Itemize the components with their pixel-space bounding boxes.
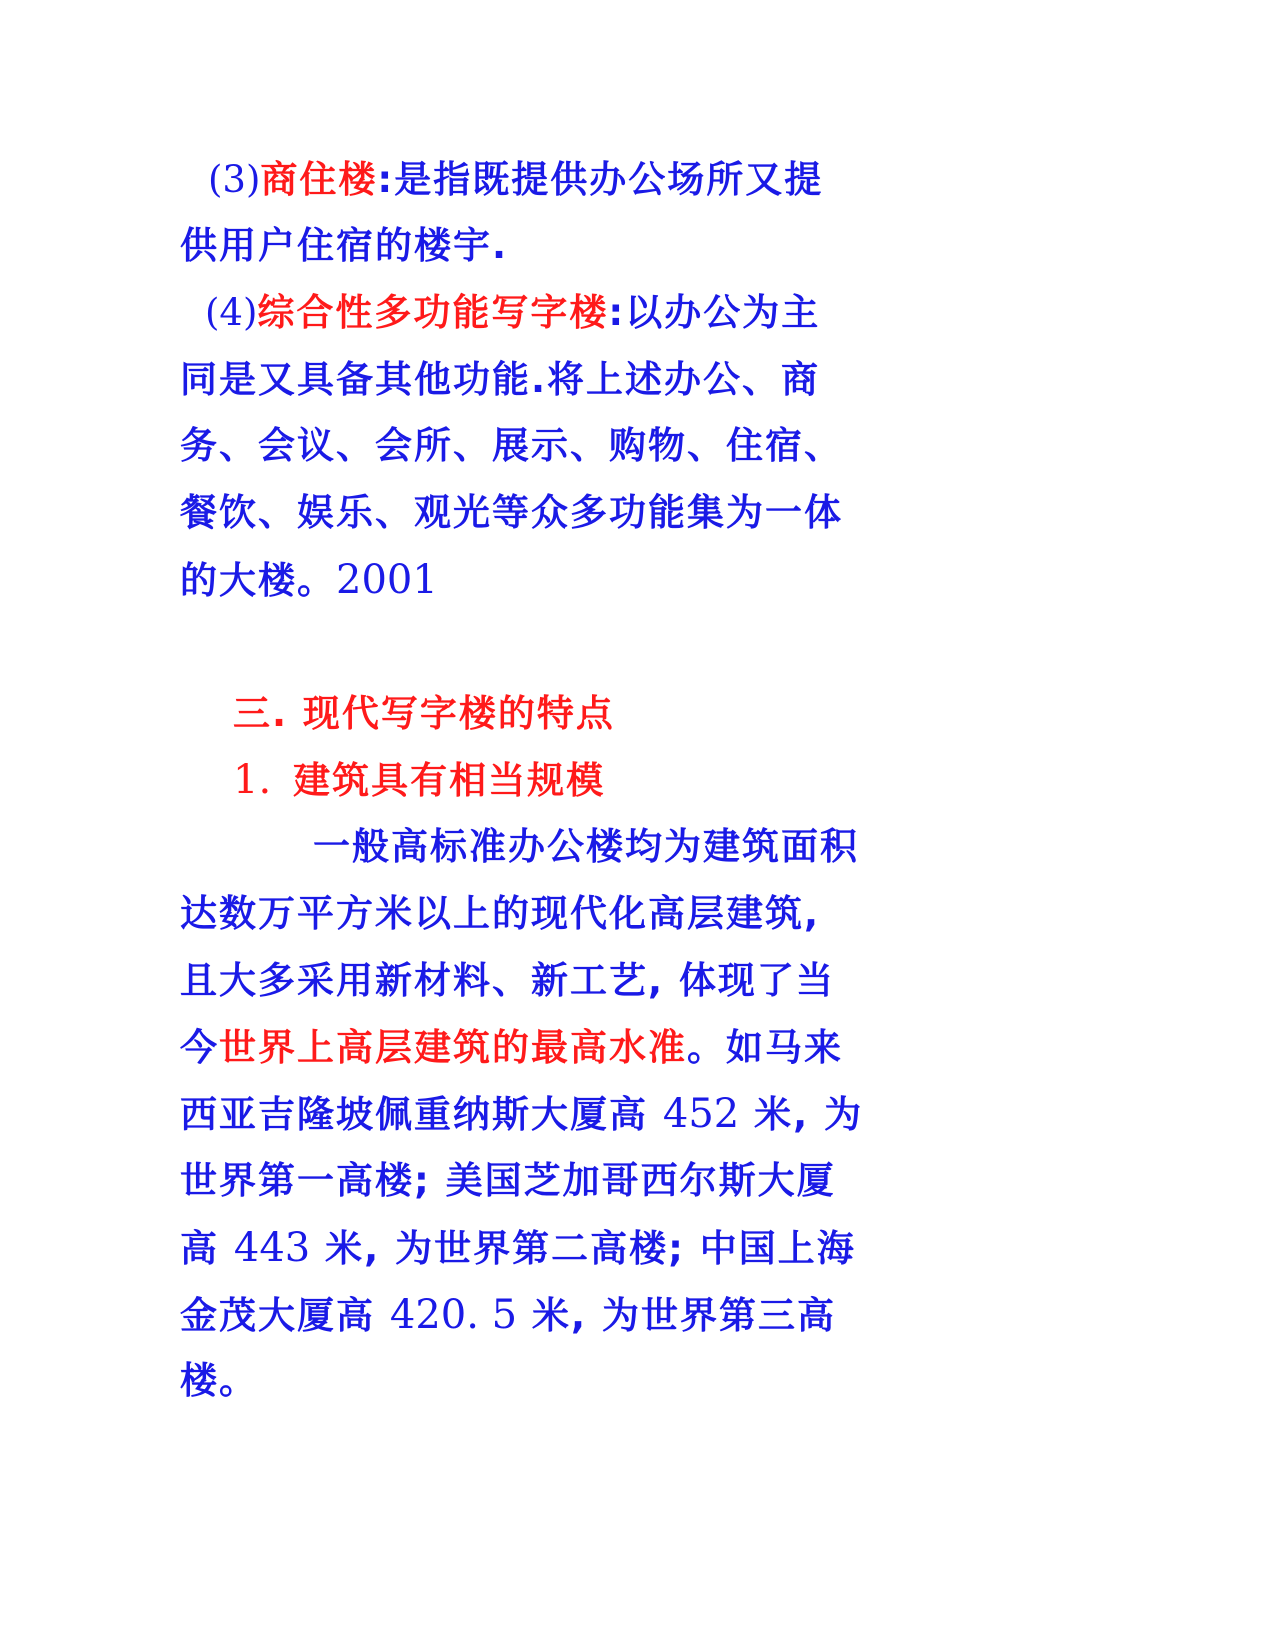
para3-line1 — [208, 150, 1108, 210]
body-line6: 世界第一高楼; 美国芝加哥西尔斯大厦 — [180, 1159, 836, 1202]
body-line8-pre: 金茂大厦高 — [180, 1294, 390, 1337]
body-line4-post: 。如马来 — [687, 1026, 843, 1069]
body-line7-post: 米, 为世界第二高楼; 中国上海 — [310, 1227, 856, 1270]
para4-line3: 务、会议、会所、展示、购物、住宿、 — [180, 424, 843, 467]
body-line9: 楼。 — [180, 1359, 258, 1402]
para4-line5-text: 的大楼。 — [180, 559, 336, 602]
para3-line1-text: 是指既提供办公场所又提 — [394, 158, 824, 201]
body-line4 — [180, 1018, 1080, 1078]
body-line2: 达数万平方米以上的现代化高层建筑, — [180, 892, 821, 935]
para4-line1-text: 以办公为主 — [625, 291, 821, 334]
para4-colon: : — [608, 291, 626, 334]
body-line5-number: 452 — [662, 1091, 740, 1137]
para4-line5 — [180, 550, 1080, 610]
body-line4-highlight: 世界上高层建筑的最高水准 — [219, 1026, 687, 1069]
subsection-number: 1. — [233, 757, 272, 803]
body-line7-pre: 高 — [180, 1227, 234, 1270]
body-line5-pre: 西亚吉隆坡佩重纳斯大厦高 — [180, 1093, 663, 1136]
subsection-title: 建筑具有相当规模 — [293, 759, 606, 802]
body-line8-post: 米, 为世界第三高 — [517, 1294, 836, 1337]
para4-line1 — [205, 283, 1105, 343]
body-line7 — [180, 1218, 1080, 1278]
body-line5 — [180, 1084, 1080, 1144]
body-line3: 且大多采用新材料、新工艺, 体现了当 — [180, 959, 835, 1002]
section-heading: 三. 现代写字楼的特点 — [233, 692, 615, 735]
body-line8-number: 420. 5 — [389, 1292, 518, 1338]
para4-line2: 同是又具备其他功能.将上述办公、商 — [180, 358, 821, 401]
para4-label: (4) — [205, 291, 258, 334]
para4-line5-number: 2001 — [336, 557, 438, 603]
body-line1: 一般高标准办公楼均为建筑面积 — [313, 825, 859, 868]
para4-line4: 餐饮、娱乐、观光等众多功能集为一体 — [180, 491, 843, 534]
para3-label: (3) — [208, 158, 261, 201]
subsection-heading — [233, 750, 1133, 810]
body-line4-pre: 今 — [180, 1026, 219, 1069]
body-line7-number: 443 — [233, 1225, 311, 1271]
para3-colon: : — [377, 158, 395, 201]
para4-term: 综合性多功能写字楼 — [257, 291, 609, 334]
body-line5-post: 米, 为 — [739, 1093, 864, 1136]
body-line8 — [180, 1285, 1080, 1345]
para3-line2: 供用户住宿的楼宇. — [180, 224, 509, 267]
para3-term: 商住楼 — [260, 158, 378, 201]
